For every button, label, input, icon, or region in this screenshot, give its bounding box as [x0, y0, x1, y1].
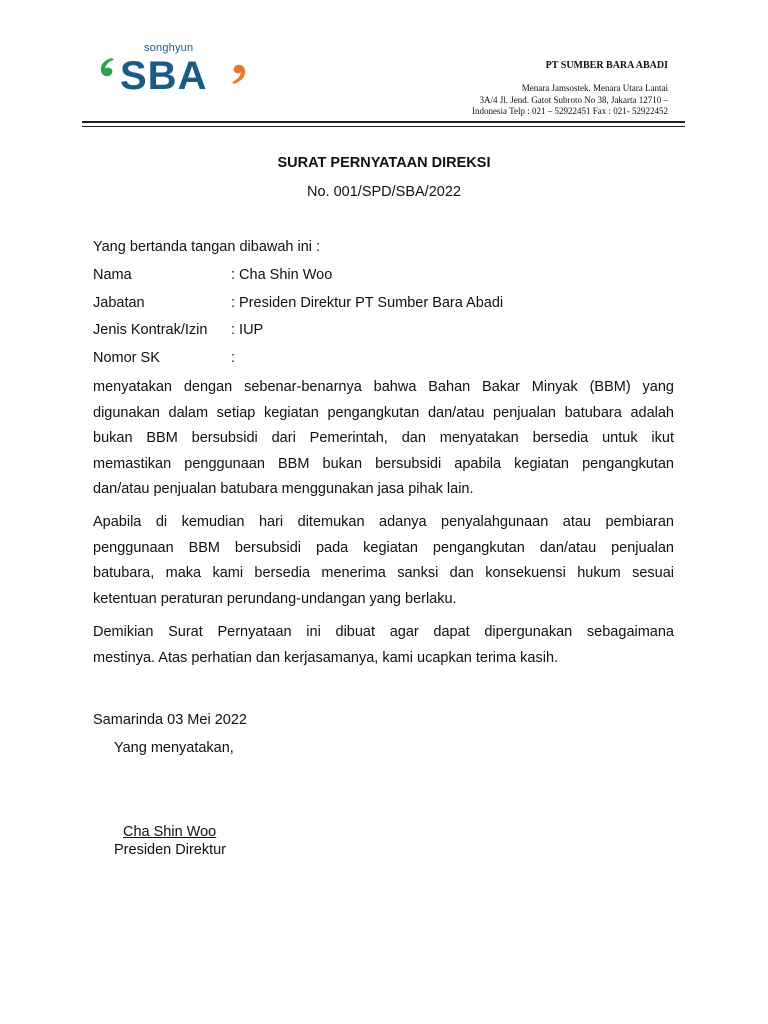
company-name: PT SUMBER BARA ABADI [545, 60, 668, 71]
company-address-line-3: Indonesia Telp : 021 – 52922451 Fax : 021- 52922452 [472, 106, 668, 116]
statement-paragraph-2 [93, 510, 674, 612]
field-value-jenis-kontrak: : IUP [231, 322, 264, 338]
logo-right-mark-icon [228, 60, 248, 86]
logo-subtext: songhyun [144, 42, 194, 54]
paragraph-line: menyatakan dengan sebenar-benarnya bahwa Bahan Bakar Minyak (BBM) yang [93, 379, 674, 395]
field-label-jabatan: Jabatan [93, 295, 145, 311]
field-value-nama: : Cha Shin Woo [231, 267, 333, 283]
intro-text: Yang bertanda tangan dibawah ini : [93, 239, 321, 255]
statement-paragraph-1 [93, 375, 674, 503]
document-title: SURAT PERNYATAAN DIREKSI [277, 155, 491, 171]
field-value-jabatan: : Presiden Direktur PT Sumber Bara Abadi [231, 295, 504, 311]
signer-position: Presiden Direktur [114, 842, 227, 858]
field-label-jenis-kontrak: Jenis Kontrak/Izin [93, 322, 208, 338]
paragraph-line: penggunaan BBM bersubsidi pada kegiatan pengangkutan dan/atau penjualan [93, 539, 674, 556]
field-value-nomor-sk: : [231, 350, 236, 366]
logo-left-mark-icon [98, 56, 118, 80]
logo-text: SBA [120, 54, 208, 98]
document-number: No. 001/SPD/SBA/2022 [307, 184, 461, 200]
letterhead-divider-thick [82, 121, 685, 123]
company-address-line-1: Menara Jamsostek. Menara Utara Lantai [521, 83, 668, 93]
company-logo [98, 42, 258, 102]
paragraph-line: mestinya. Atas perhatian dan kerjasamanya, kami ucapkan terima kasih. [93, 649, 559, 666]
paragraph-line: bukan BBM bersubsidi dari Pemerintah, dan menyatakan bersedia untuk ikut [93, 430, 674, 446]
field-label-nomor-sk: Nomor SK [93, 350, 160, 366]
signer-name: Cha Shin Woo [123, 824, 217, 840]
closing-salutation: Yang menyatakan, [114, 740, 234, 756]
paragraph-line: dan/atau penjualan batubara menggunakan jasa pihak lain. [93, 481, 474, 497]
closing-paragraph [93, 620, 674, 671]
company-address-line-2: 3A/4 Jl. Jend. Gatot Subroto No 38, Jakarta 12710 – [479, 95, 668, 105]
field-label-nama: Nama [93, 267, 132, 283]
paragraph-line: memastikan penggunaan BBM bukan bersubsidi apabila kegiatan pengangkutan [93, 455, 674, 472]
paragraph-line: batubara, maka kami bersedia menerima sanksi dan konsekuensi hukum sesuai [93, 565, 674, 581]
letterhead-divider-thin [82, 126, 685, 127]
paragraph-line: Demikian Surat Pernyataan ini dibuat agar dapat dipergunakan sebagaimana [93, 624, 674, 640]
place-date: Samarinda 03 Mei 2022 [93, 712, 247, 728]
paragraph-line: ketentuan peraturan perundang-undangan yang berlaku. [93, 590, 457, 607]
paragraph-line: digunakan dalam setiap kegiatan pengangkutan dan/atau penjualan batubara adalah [93, 404, 674, 421]
paragraph-line: Apabila di kemudian hari ditemukan adanya penyalahgunaan atau pembiaran [93, 514, 674, 530]
